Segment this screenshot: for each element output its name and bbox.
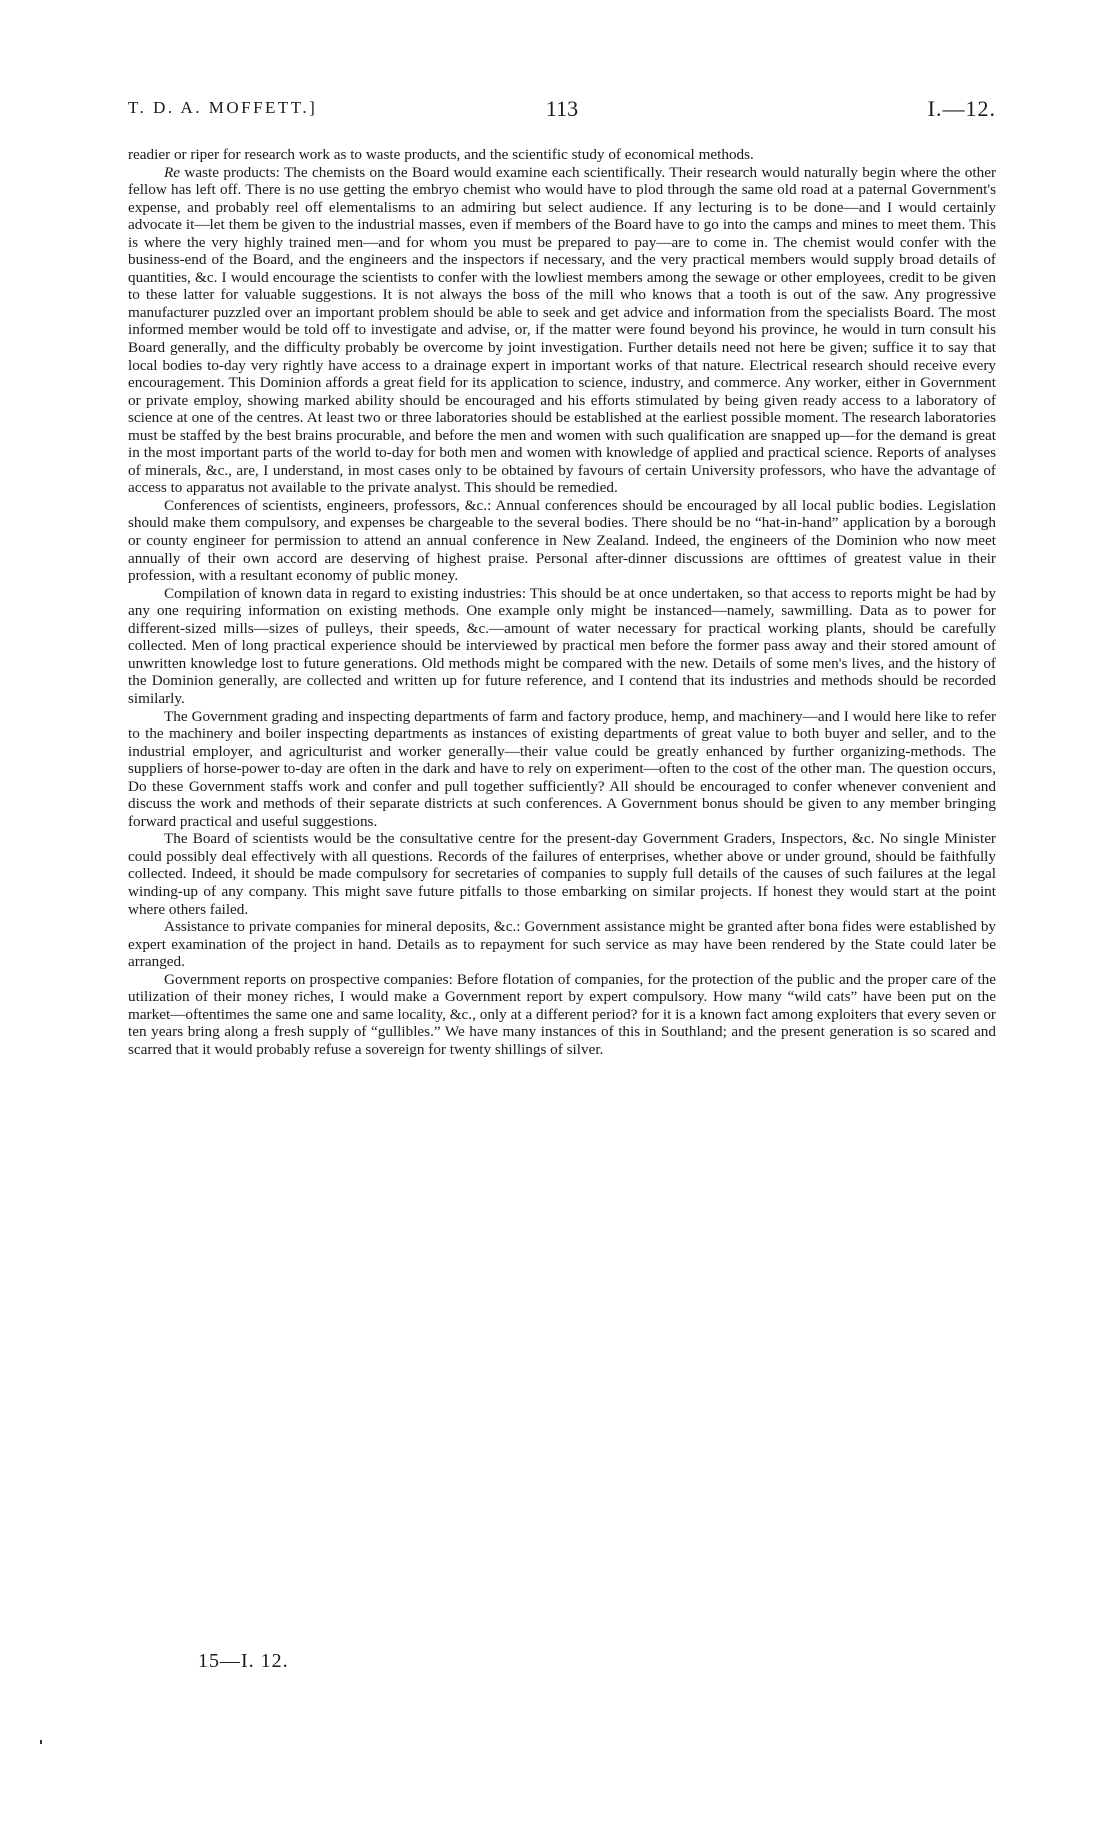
- body-text: [128, 146, 996, 1058]
- paragraph: [128, 497, 996, 585]
- print-speck: [40, 1740, 42, 1744]
- document-reference: I.—12.: [927, 96, 996, 121]
- paragraph-text: readier or riper for research work as to waste products, and the scientific study of economical methods.: [128, 146, 754, 163]
- paragraph: [128, 830, 996, 918]
- paragraph: [128, 146, 996, 164]
- paragraph-text: waste products: The chemists on the Board would examine each scientifically. Their research would naturally begin where the other fellow has left off. There is no use getting the embryo chemist who would have to plod through the same old road at a paternal Government's expense, and probably reel off elementalisms to an admiring but select audience. If any lecturing is to be done—and I would certainly advocate it—let them be given to the industrial masses, even if members of the Board have to go into the camps and mines to meet them. This is where the very highly trained men—and for whom you must be prepared to pay—are to come in. The chemist would confer with the business-end of the Board, and the engineers and the inspectors if necessary, and the very practical members would supply broad details of quantities, &c. I would encourage the scientists to confer with the lowliest members among the sewage or other employees, credit to be given to these latter for valuable suggestions. It is not always the boss of the mill who knows that a tooth is out of the saw. Any progressive manufacturer puzzled over an important problem should be able to seek and get advice and information from the specialists Board. The most informed member would be told off to investigate and advise, or, if the matter were found beyond his province, he would in turn consult his Board generally, and the difficulty probably be overcome by joint investigation. Further details need not here be given; suffice it to say that local bodies to-day very rightly have access to a drainage expert in important works of that nature. Electrical research should receive every encouragement. This Dominion affords a great field for its application to science, industry, and commerce. Any worker, either in Government or private employ, showing marked ability should be encouraged and his efforts stimulated by being given ready access to a laboratory of science at one of the centres. At least two or three laboratories should be established at the earliest possible moment. The research laboratories must be staffed by the best brains procurable, and before the men and women with such qualification are snapped up—for the demand is great in the most important parts of the world to-day for both men and women with knowledge of applied and practical science. Reports of analyses of minerals, &c., are, I understand, in most cases only to be obtained by favours of certain University professors, who have the advantage of access to apparatus not available to the private analyst. This should be remedied.: [128, 163, 996, 497]
- paragraph: [128, 585, 996, 708]
- page-signature: 15—I. 12.: [198, 1650, 289, 1672]
- paragraph-text: : Government assistance might be granted after bona fides were established by expert examination of the project in hand. Details as to repayment for such service as may have been rendered by the State could later be arranged.: [128, 918, 997, 971]
- paragraph: [128, 164, 996, 497]
- page-header: [128, 96, 996, 124]
- paragraph-text: : This should be at once undertaken, so that access to reports might be had by any one requiring information on existing methods. One example only might be instanced—namely, sawmilling. Data as to power for different-sized mills—sizes of pulleys, their speeds, &c.—amount of water necessary for practical working plants, should be carefully collected. Men of long practical experience should be interviewed by practical men before the former pass away and their stored amount of unwritten knowledge lost to future generations. Old methods might be compared with the new. Details of some men's lives, and the history of the Dominion generally, are collected and written up for future reference, and I contend that its industries and methods should be recorded similarly.: [128, 584, 996, 707]
- paragraph-text: : Before flotation of companies, for the protection of the public and the proper care of the utilization of their money riches, I would make a Government report by expert compulsory. How many “wild cats” have been put on the market—oftentimes the same one and same locality, &c., only at a different period? for it is a known fact among exploiters that every seven or ten years bring along a fresh supply of “gullibles.” We have many instances of this in Southland; and the present generation is so scared and scarred that it would probably refuse a sovereign for twenty shillings of silver.: [128, 970, 996, 1058]
- paragraph: [128, 708, 996, 831]
- paragraph-lead: Conferences of scientists, engineers, professors, &c.: [164, 496, 488, 514]
- header-author: T. D. A. MOFFETT.]: [128, 98, 318, 117]
- paragraph-lead-italic: Re: [164, 163, 181, 181]
- paragraph-lead: Government reports on prospective companies: [164, 970, 449, 988]
- page-number: 113: [545, 96, 579, 121]
- paragraph-text: The Government grading and inspecting departments of farm and factory produce, hemp, and machinery—and I would here like to refer to the machinery and boiler inspecting departments as instances of existing departments of great value to both buyer and seller, and to the industrial employer, and agriculturist and worker generally—their value could be greatly enhanced by further organizing-methods. The suppliers of horse-power to-day are often in the dark and have to rely on experiment—often to the cost of the other man. The question occurs, Do these Government staffs work and confer and pull together sufficiently? All should be encouraged to confer whenever convenient and discuss the work and methods of their separate districts at such conferences. A Government bonus should be given to any member bringing forward practical and useful suggestions.: [128, 707, 996, 830]
- paragraph: [128, 971, 996, 1059]
- paragraph-text: The Board of scientists would be the consultative centre for the present-day Government Graders, Inspectors, &c. No single Minister could possibly deal effectively with all questions. Records of the failures of enterprises, whether above or under ground, should be faithfully collected. Indeed, it should be made compulsory for secretaries of companies to supply full details of the causes of such failures at the legal winding-up of any company. This might save future pitfalls to those embarking on similar projects. If honest they would start at the point where others failed.: [128, 830, 996, 918]
- paragraph-text: : Annual conferences should be encouraged by all local public bodies. Legislation should make them compulsory, and expenses be chargeable to the several bodies. There should be no “hat-in-hand” application by a borough or county engineer for permission to attend an annual conference in New Zealand. Indeed, the engineers of the Dominion who now meet annually of their own accord are deserving of highest praise. Personal after-dinner discussions are ofttimes of greatest value in their profession, with a resultant economy of public money.: [128, 496, 996, 585]
- paragraph-lead: Assistance to private companies for mineral deposits, &c.: [164, 918, 517, 936]
- paragraph-lead: Compilation of known data in regard to existing industries: [164, 584, 522, 602]
- paragraph: [128, 918, 996, 971]
